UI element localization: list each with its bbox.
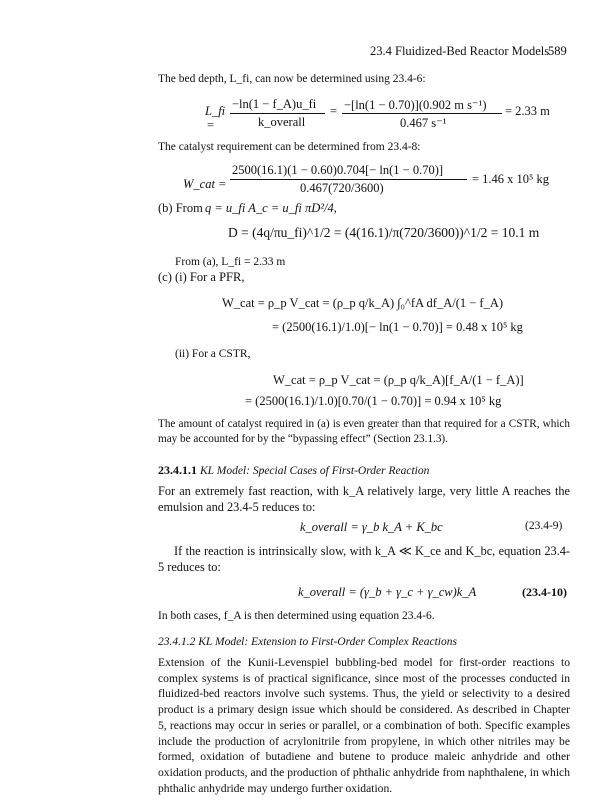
section-number: 23.4.1.1 [158,463,197,477]
part-c-label: (c) (i) For a PFR, [158,270,245,284]
both-cases-sentence: In both cases, f_A is then determined using equation 23.4-6. [158,610,435,622]
bed-depth-num2: −[ln(1 − 0.70)](0.902 m s⁻¹) [344,98,487,112]
bed-depth-den1: k_overall [258,115,306,129]
cstr-equation: W_cat = ρ_p V_cat = (ρ_p q/k_A)[f_A/(1 − f_A)] [273,373,524,387]
part-b-expression: q = u_fi A_c = u_fi πD²/4, [205,201,337,215]
final-paragraph: Extension of the Kunii-Levenspiel bubbling-bed model for first-order reactions to complex systems is of practical significance, since most of the processes conducted in fluidized-bed reactors involve such systems. Thus, the yield or selectivity to a desired product is a primary design issue which should be considered. As described in Chapter 5, reactions may occur in series or parallel, or a combination of both. Specific examples include the production of acrylonitrile from propylene, in which other nitriles may be formed, oxidation of butadiene and butene to produce maleic anhydride and other oxidation products, and the production of phthalic anhydride from naphthalene, in which phthalic anhydride may undergo further oxidation. [158,656,570,795]
part-c-ii-label: (ii) For a CSTR, [175,348,251,360]
catalyst-intro: The catalyst requirement can be determined from 23.4-8: [158,141,421,153]
equation-number-23-4-9: (23.4-9) [525,520,563,532]
section-heading-23-4-1-1 [158,463,429,478]
equation-number-23-4-10: (23.4-10) [522,585,567,599]
catalyst-den: 0.467(720/3600) [300,181,384,195]
part-b-label: (b) From [158,201,203,215]
part-a-note: From (a), L_fi = 2.33 m [175,256,286,268]
bed-depth-den2: 0.467 s⁻¹ [400,116,447,130]
bed-depth-result: = 2.33 m [505,104,550,118]
section-heading-23-4-1-2 [158,634,457,649]
catalyst-lhs: W_cat = [183,177,227,191]
running-header-title: 23.4 Fluidized-Bed Reactor Models [370,44,550,58]
pfr-equation: W_cat = ρ_p V_cat = (ρ_p q/k_A) ∫₀^fA df_A/(1 − f_A) [222,296,504,310]
bed-depth-fraction-bar-2 [342,113,502,114]
cstr-result: = (2500(16.1)/1.0)[0.70/(1 − 0.70)] = 0.94 x 10⁵ kg [245,394,502,408]
slow-reaction-paragraph: If the reaction is intrinsically slow, with k_A ≪ K_ce and K_bc, equation 23.4-5 reduces to: [158,544,570,574]
catalyst-fraction-bar [230,179,467,180]
part-b-diameter-equation: D = (4q/πu_fi)^1/2 = (4(16.1)/π(720/3600))^1/2 = 10.1 m [228,225,540,240]
bed-depth-lhs: L_fi [205,104,226,118]
catalyst-result: = 1.46 x 10⁵ kg [472,172,550,186]
bed-depth-approx: = [330,104,338,118]
bed-depth-fraction-bar-1 [230,113,325,114]
equation-23-4-9: k_overall = γ_b k_A + K_bc [300,520,443,534]
catalyst-num: 2500(16.1)(1 − 0.60)0.704[− ln(1 − 0.70)] [232,163,444,177]
bed-depth-num1: −ln(1 − f_A)u_fi [232,97,317,111]
equation-23-4-10: k_overall = (γ_b + γ_c + γ_cw)k_A [298,585,477,599]
bed-depth-intro: The bed depth, L_fi, can now be determined using 23.4-6: [158,73,426,85]
bed-depth-eq-sign: = [207,118,215,132]
section-title-2: 23.4.1.2 KL Model: Extension to First-Order Complex Reactions [158,636,457,648]
conclusion-paragraph: The amount of catalyst required in (a) is even greater than that required for a CSTR, which may be accounted for by the “bypassing effect” (Section 23.1.3). [158,418,570,446]
fast-reaction-paragraph: For an extremely fast reaction, with k_A relatively large, very little A reaches the emulsion and 23.4-5 reduces to: [158,484,570,514]
pfr-result: = (2500(16.1)/1.0)[− ln(1 − 0.70)] = 0.48 x 10⁵ kg [272,320,523,334]
page-number: 589 [548,44,567,58]
section-title: KL Model: Special Cases of First-Order Reaction [200,465,430,477]
